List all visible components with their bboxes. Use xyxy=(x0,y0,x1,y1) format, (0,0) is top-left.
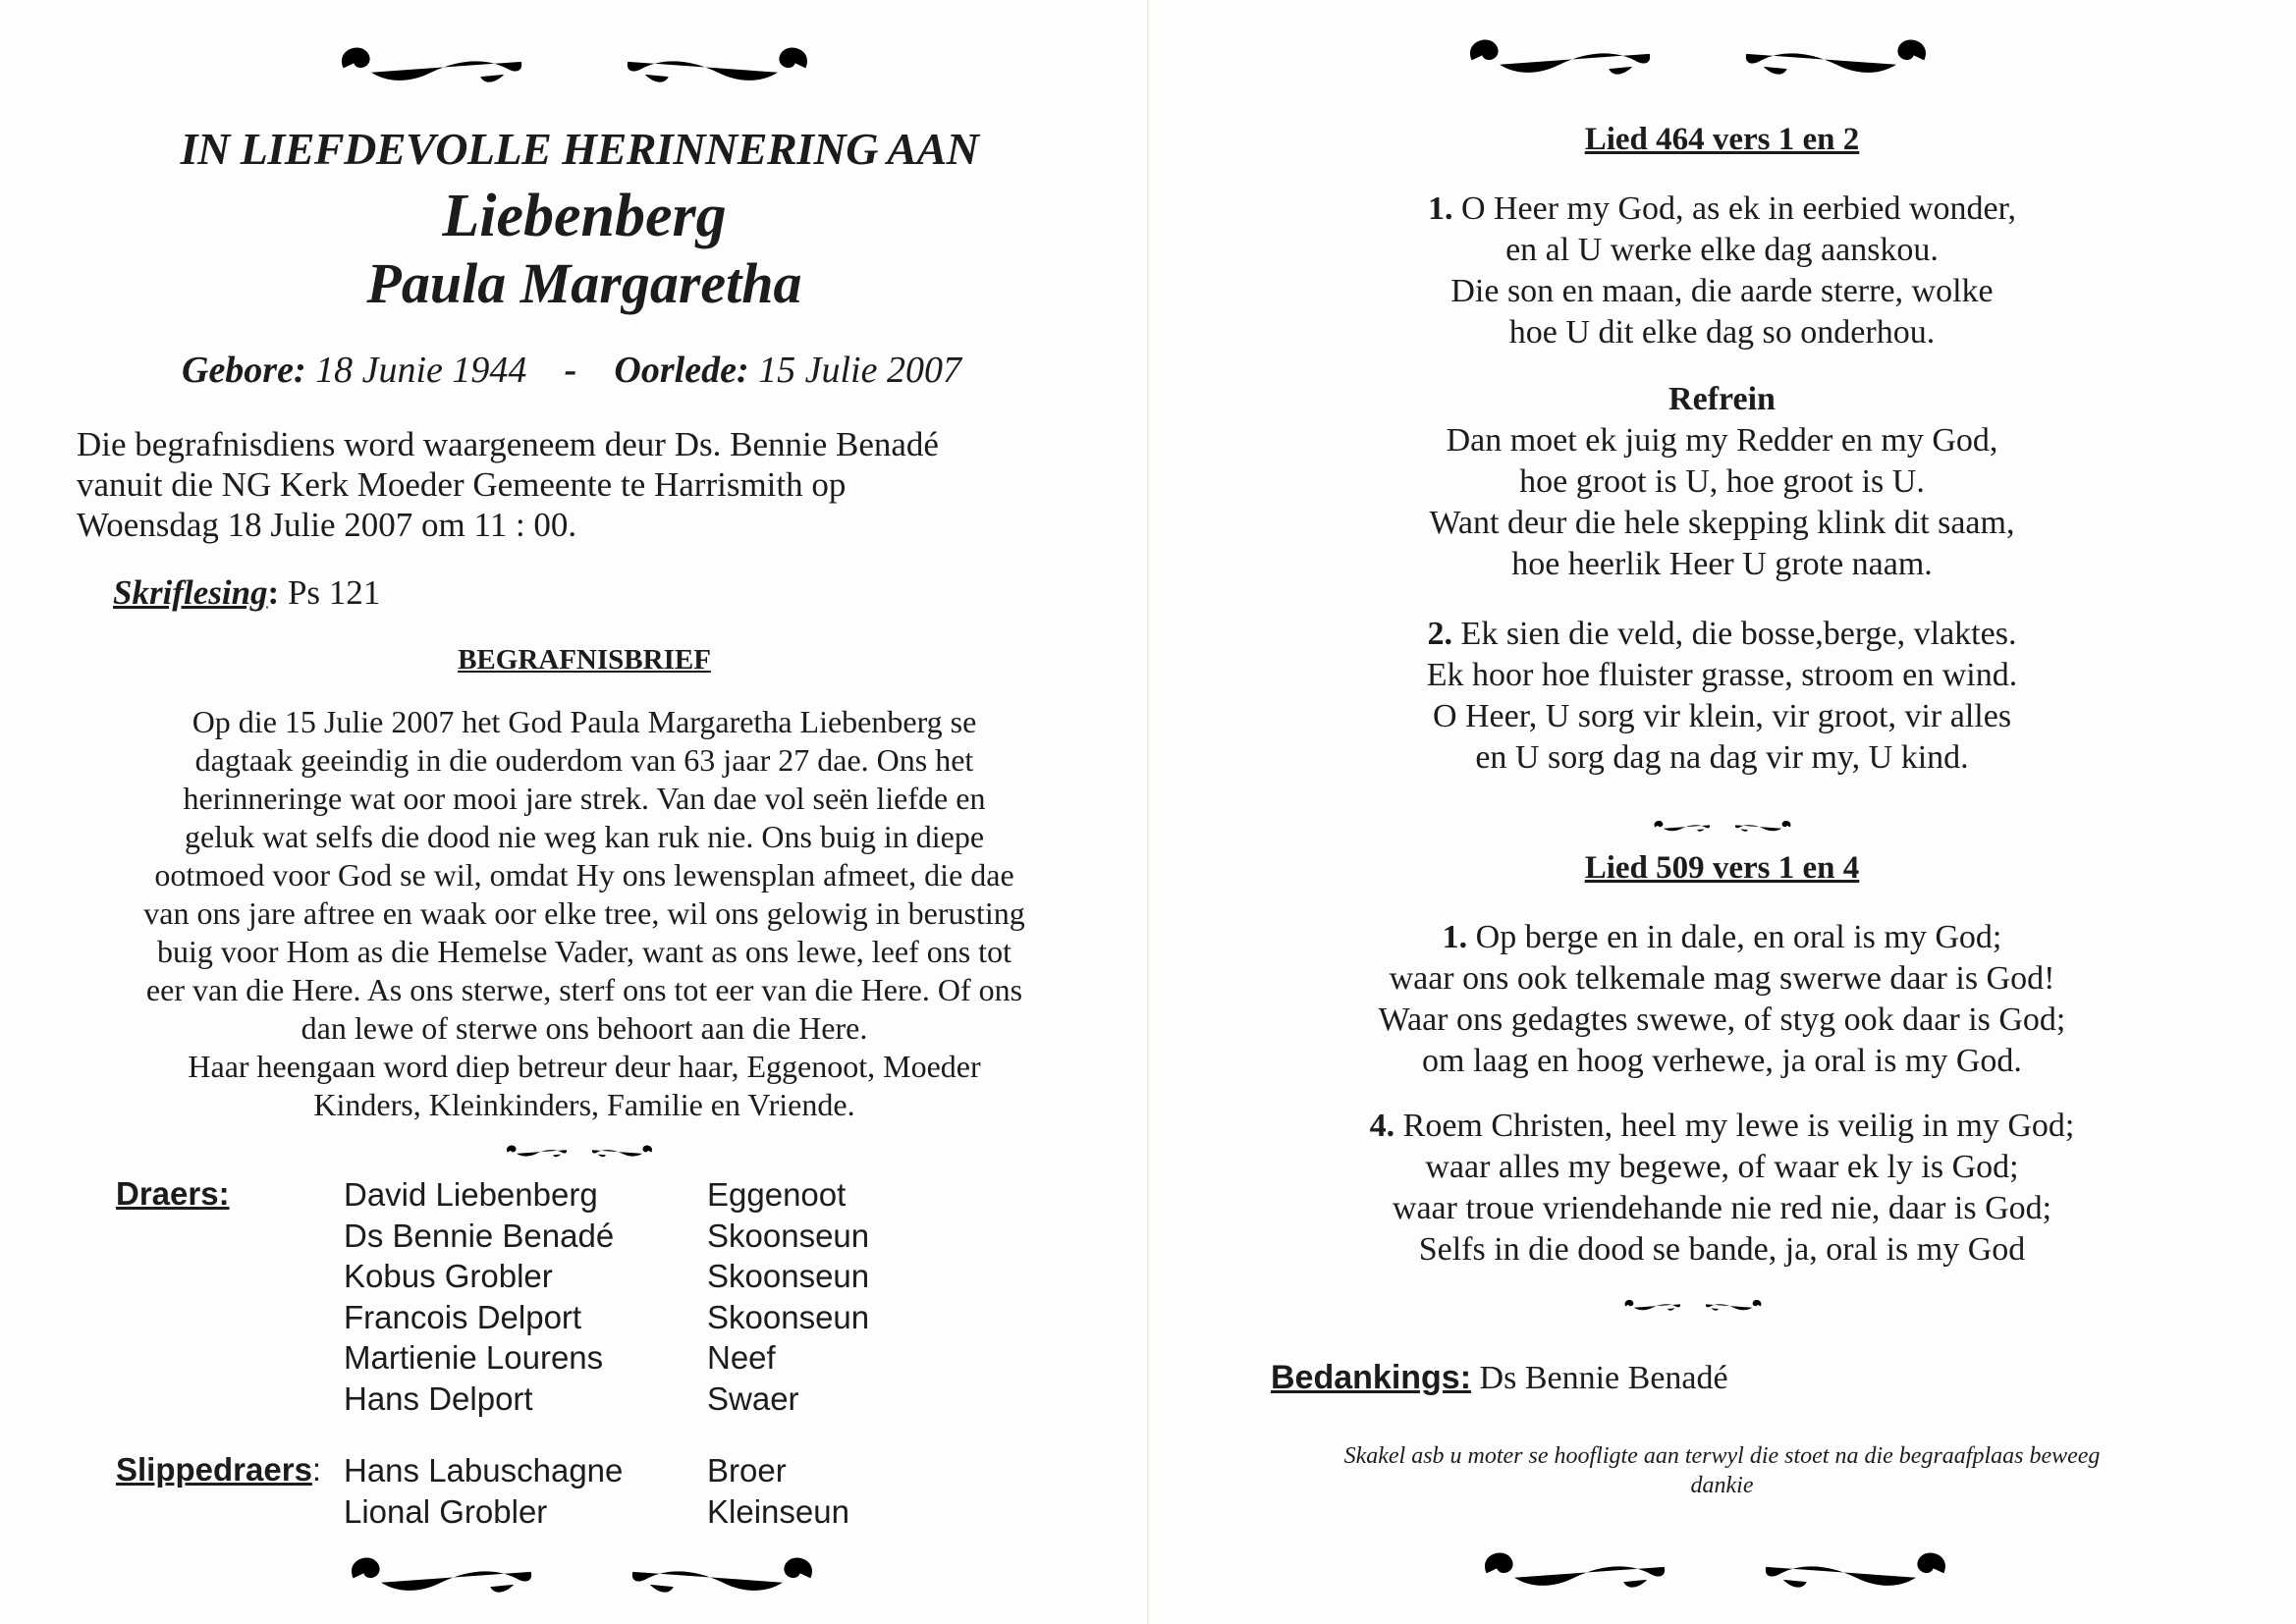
hymn-464-verse-2 xyxy=(1148,614,2296,779)
letter-line: dan lewe of sterwe ons behoort aan die Here. xyxy=(301,1010,868,1046)
refrain xyxy=(1148,379,2296,585)
small-ornament-icon xyxy=(501,1139,579,1163)
pall-bearer-relation: Kleinseun xyxy=(707,1492,849,1530)
headlights-note xyxy=(1148,1441,2296,1500)
letter-line: Haar heengaan word diep betreur deur haar, Eggenoot, Moeder xyxy=(188,1049,981,1084)
verse-line xyxy=(1148,1106,2296,1147)
bearer-row xyxy=(0,1379,1148,1420)
bearer-row xyxy=(0,1297,1148,1338)
small-ornament-icon xyxy=(1723,815,1796,837)
bearer-row xyxy=(0,1174,1148,1216)
verse-line: hoe U dit elke dag so onderhou. xyxy=(1508,314,1936,351)
verse-line: waar alles my begewe, of waar ek ly is God; xyxy=(1425,1149,2019,1185)
pall-bearer-row xyxy=(0,1491,1148,1533)
refrain-heading: Refrein xyxy=(1668,381,1776,417)
bearer-name: Hans Delport xyxy=(344,1380,533,1417)
hymn-464-heading: Lied 464 vers 1 en 2 xyxy=(1584,122,1860,157)
verse-line xyxy=(1148,917,2296,958)
verse-line: waar troue vriendehande nie red nie, daar is God; xyxy=(1392,1190,2052,1226)
bearer-relation: Skoonseun xyxy=(707,1298,870,1335)
born-label: Gebore: xyxy=(182,350,306,391)
bearer-name: Martienie Lourens xyxy=(344,1339,604,1376)
service-details xyxy=(77,424,1088,545)
pall-bearer-relation: Broer xyxy=(707,1452,787,1489)
verse-line: en al U werke elke dag aanskou. xyxy=(1505,232,1939,268)
bearer-row xyxy=(0,1216,1148,1257)
bearer-relation: Eggenoot xyxy=(707,1176,847,1213)
scroll-ornament-icon xyxy=(1452,24,1688,88)
verse-line: Waar ons gedagtes swewe, of styg ook daar is God; xyxy=(1378,1001,2066,1038)
bearers-label: Draers: xyxy=(116,1175,230,1212)
acknowledgements xyxy=(1271,1359,1728,1397)
verse-line: Die son en maan, die aarde sterre, wolke xyxy=(1450,273,1994,309)
letter-line: herinneringe wat oor mooi jare strek. Van dae vol seën liefde en xyxy=(183,781,986,816)
verse-line: hoe heerlik Heer U grote naam. xyxy=(1511,546,1933,582)
note-line: dankie xyxy=(1690,1473,1754,1498)
letter-line: buig voor Hom as die Hemelse Vader, want as ons lewe, leef ons tot xyxy=(157,934,1011,969)
verse-line: O Heer, U sorg vir klein, vir groot, vir alles xyxy=(1432,698,2012,734)
died-date: 15 Julie 2007 xyxy=(758,350,961,391)
hymn-464-verse-1 xyxy=(1148,189,2296,353)
small-ornament-icon xyxy=(1694,1294,1767,1316)
letter-line: eer van die Here. As ons sterwe, sterf ons tot eer van die Here. Of ons xyxy=(145,972,1023,1007)
bearer-row xyxy=(0,1256,1148,1297)
note-line: Skakel asb u moter se hoofligte aan terwyl die stoet na die begraafplaas beweeg xyxy=(1343,1443,2101,1469)
died-label: Oorlede: xyxy=(614,350,749,391)
verse-line: om laag en hoog verhewe, ja oral is my God. xyxy=(1422,1043,2022,1079)
bearer-relation: Neef xyxy=(707,1339,776,1376)
scroll-ornament-icon xyxy=(1467,1537,1703,1601)
bearer-name: Kobus Grobler xyxy=(344,1258,553,1294)
reading-colon: : xyxy=(267,573,280,612)
verse-text: O Heer my God, as ek in eerbied wonder, xyxy=(1460,190,2017,227)
right-page xyxy=(1148,0,2296,1624)
small-ornament-icon xyxy=(579,1139,658,1163)
thanks-value: Ds Bennie Benadé xyxy=(1479,1360,1728,1396)
pall-bearers-label: Slippedraers xyxy=(116,1451,312,1488)
hymn-509-heading: Lied 509 vers 1 en 4 xyxy=(1584,850,1860,886)
verse-line xyxy=(1148,614,2296,655)
small-ornament-icon xyxy=(1649,815,1722,837)
hymn-509-verse-4 xyxy=(1148,1106,2296,1271)
born-date: 18 Junie 1944 xyxy=(315,350,527,391)
verse-line: Selfs in die dood se bande, ja, oral is my God xyxy=(1418,1231,2026,1268)
bearers-list xyxy=(0,1174,1148,1430)
letter-line: Kinders, Kleinkinders, Familie en Vriende. xyxy=(313,1087,855,1122)
verse-line: Dan moet ek juig my Redder en my God, xyxy=(1446,422,1998,459)
letter-line: ootmoed voor God se wil, omdat Hy ons lewensplan afmeet, die dae xyxy=(154,857,1014,893)
bearer-name: David Liebenberg xyxy=(344,1176,598,1213)
letter-line: geluk wat selfs die dood nie weg kan ruk nie. Ons buig in diepe xyxy=(184,819,985,854)
pall-bearers-colon: : xyxy=(311,1451,322,1488)
verse-number: 1. xyxy=(1442,919,1468,955)
verse-line: en U sorg dag na dag vir my, U kind. xyxy=(1475,739,1969,776)
verse-line: waar ons ook telkemale mag swerwe daar is God! xyxy=(1389,960,2055,997)
scroll-ornament-icon xyxy=(1708,24,1943,88)
scroll-ornament-icon xyxy=(334,1542,570,1606)
service-line: vanuit die NG Kerk Moeder Gemeente te Harrismith op xyxy=(77,465,847,504)
reading-label: Skriflesing xyxy=(113,573,268,612)
bearer-relation: Swaer xyxy=(707,1380,799,1417)
bearer-name: Francois Delport xyxy=(344,1298,582,1335)
verse-line: Want deur die hele skepping klink dit saam, xyxy=(1429,505,2015,541)
life-dates xyxy=(182,349,961,392)
small-ornament-icon xyxy=(1619,1294,1692,1316)
deceased-surname: Liebenberg xyxy=(442,183,727,249)
bearer-name: Ds Bennie Benadé xyxy=(344,1217,615,1254)
letter-line: Op die 15 Julie 2007 het God Paula Margaretha Liebenberg se xyxy=(191,704,977,739)
verse-line: hoe groot is U, hoe groot is U. xyxy=(1519,463,1925,500)
verse-number: 4. xyxy=(1369,1108,1395,1144)
verse-text: Roem Christen, heel my lewe is veilig in my God; xyxy=(1402,1108,2075,1144)
scroll-ornament-icon xyxy=(1727,1537,1963,1601)
deceased-given-names: Paula Margaretha xyxy=(366,251,802,315)
verse-number: 1. xyxy=(1427,190,1453,227)
bearer-row xyxy=(0,1337,1148,1379)
scroll-ornament-icon xyxy=(324,31,560,96)
service-line: Die begrafnisdiens word waargeneem deur Ds. Bennie Benadé xyxy=(77,425,939,463)
memorial-title: IN LIEFDEVOLLE HERINNERING AAN xyxy=(180,124,979,174)
scripture-reading xyxy=(113,573,380,613)
verse-text: Ek sien die veld, die bosse,berge, vlaktes. xyxy=(1460,616,2017,652)
bearer-relation: Skoonseun xyxy=(707,1217,870,1254)
pall-bearer-name: Lional Grobler xyxy=(344,1492,548,1530)
verse-line xyxy=(1148,189,2296,230)
thanks-label: Bedankings: xyxy=(1271,1359,1472,1396)
pall-bearer-name: Hans Labuschagne xyxy=(344,1452,624,1489)
letter-line: van ons jare aftree en waak oor elke tree, wil ons gelowig in berusting xyxy=(143,895,1025,931)
letter-line: dagtaak geeindig in die ouderdom van 63 jaar 27 dae. Ons het xyxy=(194,742,974,778)
reading-value: Ps 121 xyxy=(287,573,381,612)
hymn-509-verse-1 xyxy=(1148,917,2296,1082)
verse-line: Ek hoor hoe fluister grasse, stroom en wind. xyxy=(1426,657,2018,693)
pall-bearer-row xyxy=(0,1450,1148,1491)
bearer-relation: Skoonseun xyxy=(707,1258,870,1294)
scroll-ornament-icon xyxy=(594,1542,830,1606)
funeral-letter xyxy=(98,703,1070,1124)
letter-heading: BEGRAFNISBRIEF xyxy=(458,644,711,676)
verse-text: Op berge en in dale, en oral is my God; xyxy=(1475,919,2002,955)
date-separator: - xyxy=(564,350,577,391)
service-line: Woensdag 18 Julie 2007 om 11 : 00. xyxy=(77,506,577,544)
pall-bearers-list xyxy=(0,1450,1148,1539)
verse-number: 2. xyxy=(1427,616,1453,652)
scroll-ornament-icon xyxy=(589,31,825,96)
